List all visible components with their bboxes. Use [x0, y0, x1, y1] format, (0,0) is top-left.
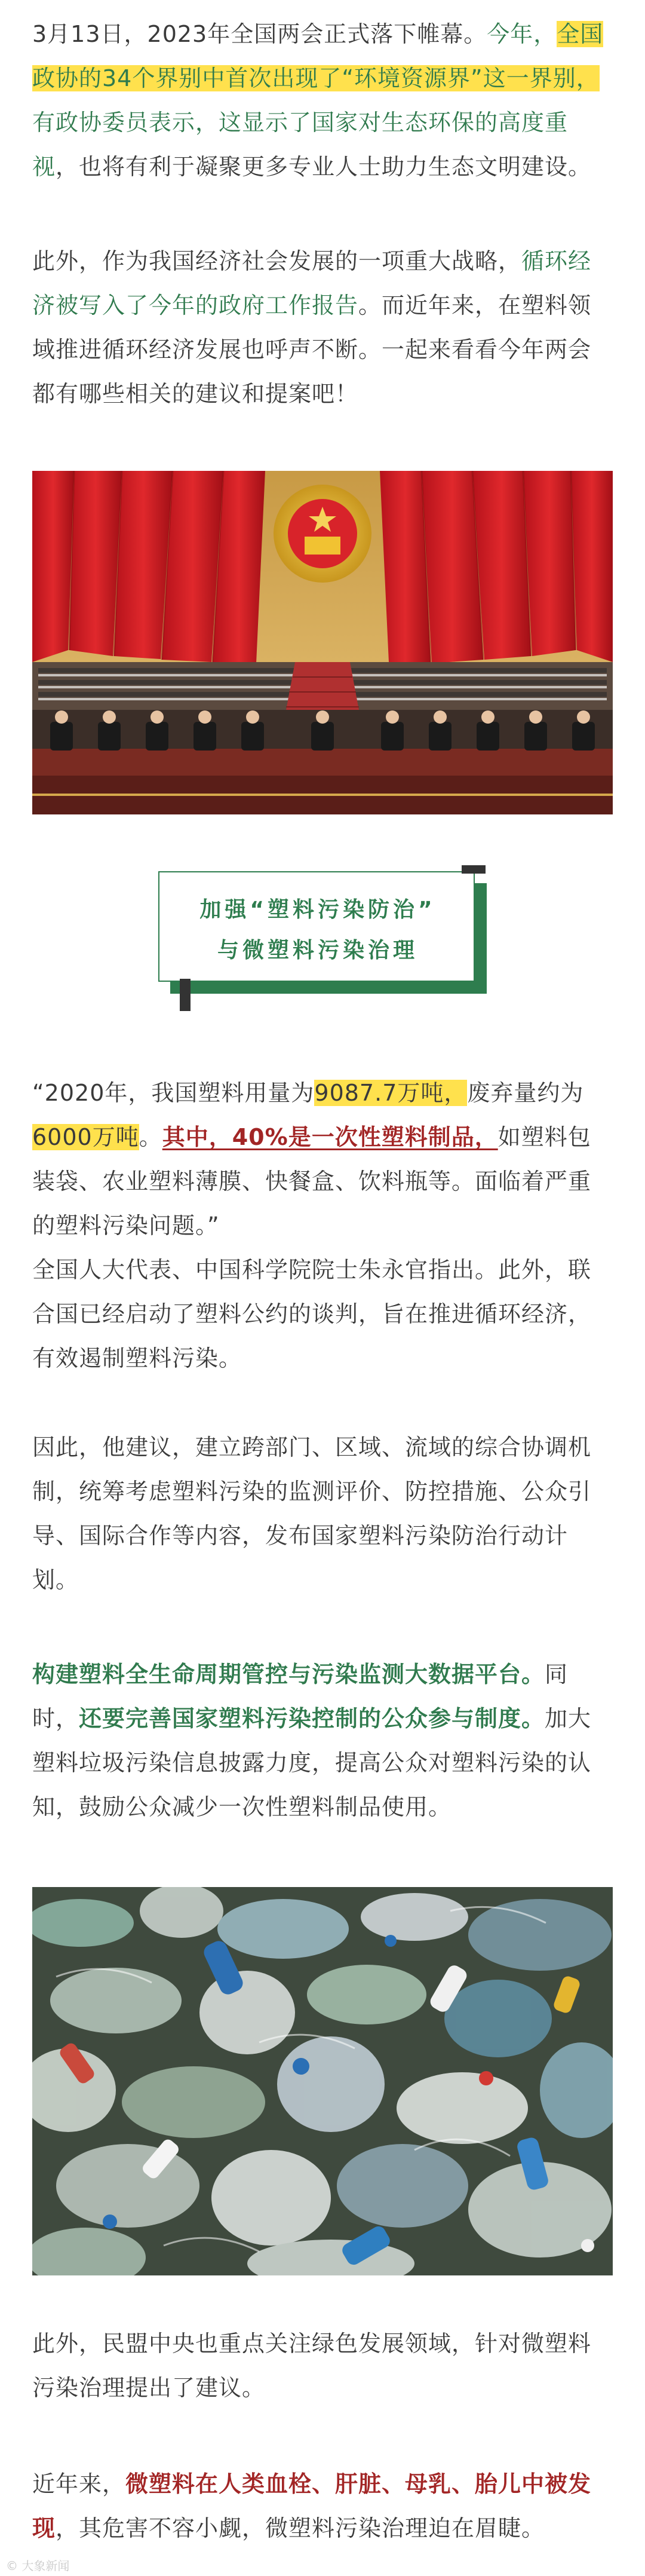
heading-corner-mark — [462, 865, 486, 874]
heading-line-1: 加强“塑料污染防治” — [199, 898, 436, 922]
paragraph-2: 此外，作为我国经济社会发展的一项重大战略，循环经济被写入了今年的政府工作报告。而近年来，在塑料领域推进循环经济发展也呼声不断。一起来看看今年两会都有哪些相关的建议和提案吧！ — [32, 248, 592, 407]
heading-corner-mark — [180, 979, 191, 1011]
congress-hall-illustration — [32, 471, 613, 814]
paragraph-6: 构建塑料全生命周期管控与污染监测大数据平台。同时，还要完善国家塑料污染控制的公众参与制度。加大塑料垃圾污染信息披露力度，提高公众对塑料污染的认知，鼓励公众减少一次性塑料制品使用。 — [32, 1661, 592, 1820]
paragraph-3: “2020年，我国塑料用量为9087.7万吨，废弃量约为6000万吨。其中，40%是一次性塑料制品，如塑料包装袋、农业塑料薄膜、快餐盒、饮料瓶等。面临着严重的塑料污染问题。” — [32, 1080, 592, 1239]
plastic-waste-photo — [32, 1887, 613, 2275]
heading-line-2: 与微塑料污染治理 — [217, 938, 418, 963]
heading-box — [158, 871, 475, 982]
watermark: © 大象新闻 — [6, 2559, 70, 2573]
paragraph-5: 因此，他建议，建立跨部门、区域、流域的综合协调机制，统筹考虑塑料污染的监测评价、防控措施、公众引导、国际合作等内容，发布国家塑料污染防治行动计划。 — [32, 1434, 592, 1593]
plastic-waste-illustration — [32, 1887, 613, 2275]
paragraph-7: 此外，民盟中央也重点关注绿色发展领域，针对微塑料污染治理提出了建议。 — [32, 2330, 592, 2401]
paragraph-4: 全国人大代表、中国科学院院士朱永官指出。此外，联合国已经启动了塑料公约的谈判，旨在推进循环经济，有效遏制塑料污染。 — [32, 1257, 592, 1371]
paragraph-8: 近年来，微塑料在人类血栓、肝脏、母乳、胎儿中被发现，其危害不容小觑，微塑料污染治理迫在眉睫。 — [32, 2471, 592, 2541]
congress-hall-photo — [32, 471, 613, 814]
paragraph-1: 3月13日，2023年全国两会正式落下帷幕。今年，全国政协的34个界别中首次出现了“环境资源界”这一界别，有政协委员表示，这显示了国家对生态环保的高度重视，也将有利于凝聚更多专业人士助力生态文明建设。 — [32, 21, 604, 180]
section-heading — [158, 871, 488, 997]
